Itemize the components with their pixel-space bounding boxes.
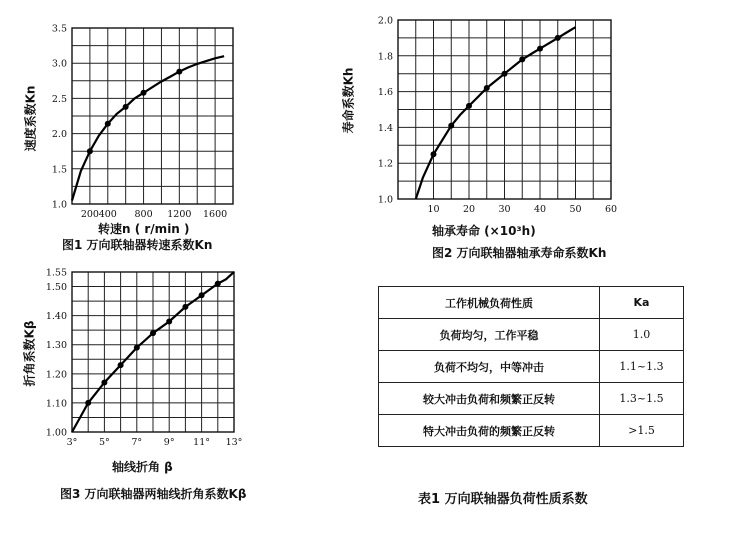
y-tick-label: 1.40 [45,311,67,323]
chart1-plot [52,24,233,221]
data-point [484,85,490,91]
chart1-caption: 图1 万向联轴器转速系数Kn [62,238,213,252]
plot-frame [72,28,233,204]
data-point [448,123,454,129]
data-point [87,148,93,154]
y-tick-label: 1.6 [377,87,393,99]
y-tick-label: 2.5 [51,93,67,105]
plot-frame [72,272,234,432]
x-tick-label: 5° [99,437,110,448]
plot-frame [398,20,611,199]
data-point [141,90,147,96]
chart3-x-label: 轴线折角 β [112,460,173,474]
x-tick-label: 50 [569,204,582,215]
x-tick-label: 800 [134,209,153,220]
y-tick-label: 2.0 [51,129,67,141]
x-tick-label: 200 [80,209,99,220]
table-row [379,383,684,415]
x-tick-label: 30 [498,204,511,215]
data-point [519,56,525,62]
y-tick-label: 1.10 [45,398,67,410]
table-cell-ka: 1.0 [600,319,684,351]
data-point [101,380,107,386]
chart2-y-label: 寿命系数Kh [341,67,356,134]
x-tick-label: 20 [462,204,476,215]
x-tick-label: 10 [427,204,440,215]
table-row [379,319,684,351]
x-tick-label: 1600 [203,209,228,220]
data-point [85,400,91,406]
y-tick-label: 1.0 [377,194,393,206]
chart3-caption: 图3 万向联轴器两轴线折角系数Kβ [60,487,247,501]
load-factor-table [378,286,684,447]
data-point [150,330,156,336]
table-cell-load: 负荷均匀，工作平稳 [379,319,600,351]
chart3-y-label: 折角系数Kβ [22,320,37,387]
data-point [166,318,172,324]
table-cell-ka: >1.5 [600,415,684,447]
y-tick-label: 1.20 [45,369,67,381]
data-point [118,362,124,368]
table-row [379,415,684,447]
chart2-caption: 图2 万向联轴器轴承寿命系数Kh [432,246,607,260]
chart1-x-label: 转速n ( r/min ) [98,222,190,236]
y-tick-label: 1.50 [45,282,67,294]
data-point [105,121,111,127]
data-point [182,304,188,310]
y-tick-label: 1.2 [377,158,393,170]
chart2-plot [378,16,617,216]
y-tick-label: 1.30 [45,340,67,352]
x-tick-label: 40 [533,204,547,215]
y-tick-label: 2.0 [377,15,393,27]
chart2-x-label: 轴承寿命 (×10³h) [432,224,536,238]
x-tick-label: 9° [163,437,175,448]
chart1-y-label: 速度系数Kn [23,85,38,152]
y-tick-label: 1.5 [51,164,67,176]
data-point [176,69,182,75]
y-tick-label: 1.00 [45,427,67,439]
table-cell-ka: 1.3~1.5 [600,383,684,415]
data-point [537,46,543,52]
x-tick-label: 3° [66,437,78,448]
data-point [555,35,561,41]
data-point [123,104,129,110]
series-line [416,27,576,199]
x-tick-label: 11° [193,437,211,448]
y-tick-label: 1.0 [51,199,67,211]
data-point [134,345,140,351]
table-cell-load: 特大冲击负荷的频繁正反转 [379,415,600,447]
table-cell-load: 负荷不均匀，中等冲击 [379,351,600,383]
table-row [379,351,684,383]
y-tick-label: 3.5 [51,23,67,35]
data-point [199,292,205,298]
x-tick-label: 60 [604,204,618,215]
data-point [502,71,508,77]
x-tick-label: 400 [98,209,117,220]
y-tick-label: 1.8 [377,51,393,63]
y-tick-label: 1.4 [377,122,393,134]
series-line [72,272,234,432]
data-point [431,151,437,157]
chart3-plot [46,268,243,449]
table-header-load: 工作机械负荷性质 [379,287,600,319]
x-tick-label: 13° [225,437,243,448]
table-caption: 表1 万向联轴器负荷性质系数 [418,492,588,507]
table-cell-load: 较大冲击负荷和频繁正反转 [379,383,600,415]
x-tick-label: 1200 [167,209,192,220]
y-tick-label: 1.55 [45,267,67,279]
table-cell-ka: 1.1~1.3 [600,351,684,383]
x-tick-label: 7° [131,437,143,448]
table-header-ka: Ka [600,287,684,319]
data-point [466,103,472,109]
table-header-row [379,287,684,319]
data-point [215,281,221,287]
y-tick-label: 3.0 [51,58,67,70]
series-line [72,56,224,200]
